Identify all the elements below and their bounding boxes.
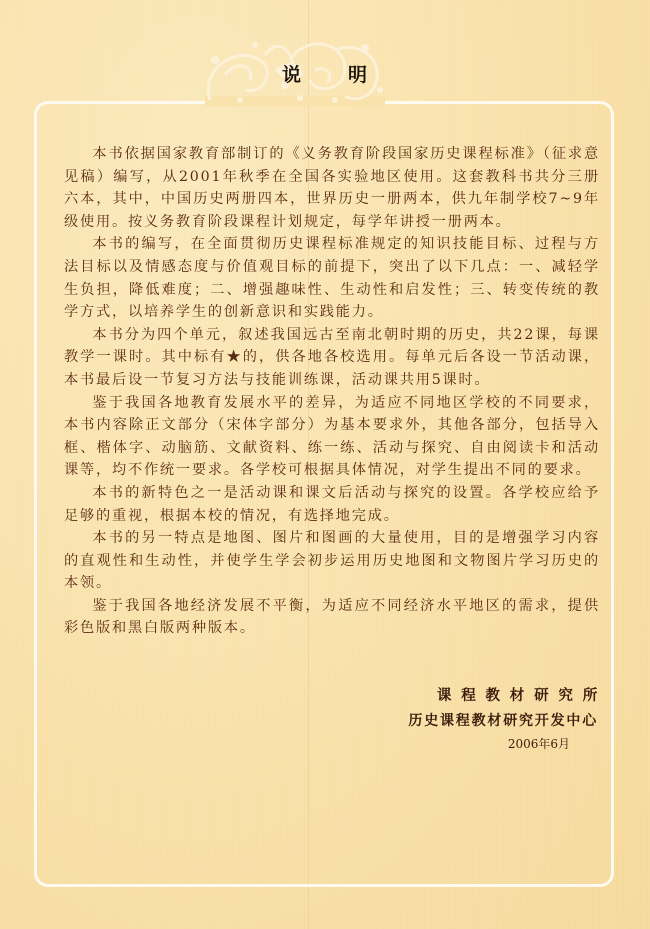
paragraph: 本书分为四个单元，叙述我国远古至南北朝时期的历史，共22课，每课教学一课时。其中标有★的，供各地各校选用。每单元后各设一节活动课，本书最后设一节复习方法与技能训练课，活动课共用5课时。 [64, 326, 600, 388]
page-title [0, 60, 650, 87]
title-char-1: 说 [281, 64, 302, 86]
title-char-2: 明 [348, 64, 369, 86]
paragraph: 本书依据国家教育部制订的《义务教育阶段国家历史课程标准》（征求意见稿）编写，从2001年秋季在全国各实验地区使用。这套教科书共分三册六本，其中，中国历史两册四本，世界历史一册两本，供九年制学校7~9年级使用。按义务教育阶段课程计划规定，每学年讲授一册两本。 [64, 146, 600, 230]
body-text [64, 143, 600, 640]
paragraph: 鉴于我国各地经济发展不平衡，为适应不同经济水平地区的需求，提供彩色版和黑白版两种版本。 [64, 597, 600, 637]
paragraph: 本书的新特色之一是活动课和课文后活动与探究的设置。各学校应给予足够的重视，根据本校的情况，有选择地完成。 [64, 484, 600, 524]
signature-org-2: 历史课程教材研究开发中心 [408, 713, 598, 729]
paragraph: 本书的另一特点是地图、图片和图画的大量使用，目的是增强学习内容的直观性和生动性，并使学生学会初步运用历史地图和文物图片学习历史的本领。 [64, 530, 600, 592]
paragraph: 本书的编写，在全面贯彻历史课程标准规定的知识技能目标、过程与方法目标以及情感态度与价值观目标的前提下，突出了以下几点：一、减轻学生负担，降低难度；二、增强趣味性、生动性和启发性；三、转变传统的教学方式，以培养学生的创新意识和实践能力。 [64, 236, 600, 321]
signature-org-1: 课程教材研究所 [436, 687, 607, 704]
paragraph: 鉴于我国各地教育发展水平的差异，为适应不同地区学校的不同要求，本书内容除正文部分（宋体字部分）为基本要求外，其他各部分，包括导入框、楷体字、动脑筋、文献资料、练一练、活动与探究、自由阅读卡和活动课等，均不作统一要求。各学校可根据具体情况，对学生提出不同的要求。 [64, 394, 600, 479]
signature-block [408, 683, 607, 755]
signature-date: 2006年6月 [507, 737, 570, 751]
